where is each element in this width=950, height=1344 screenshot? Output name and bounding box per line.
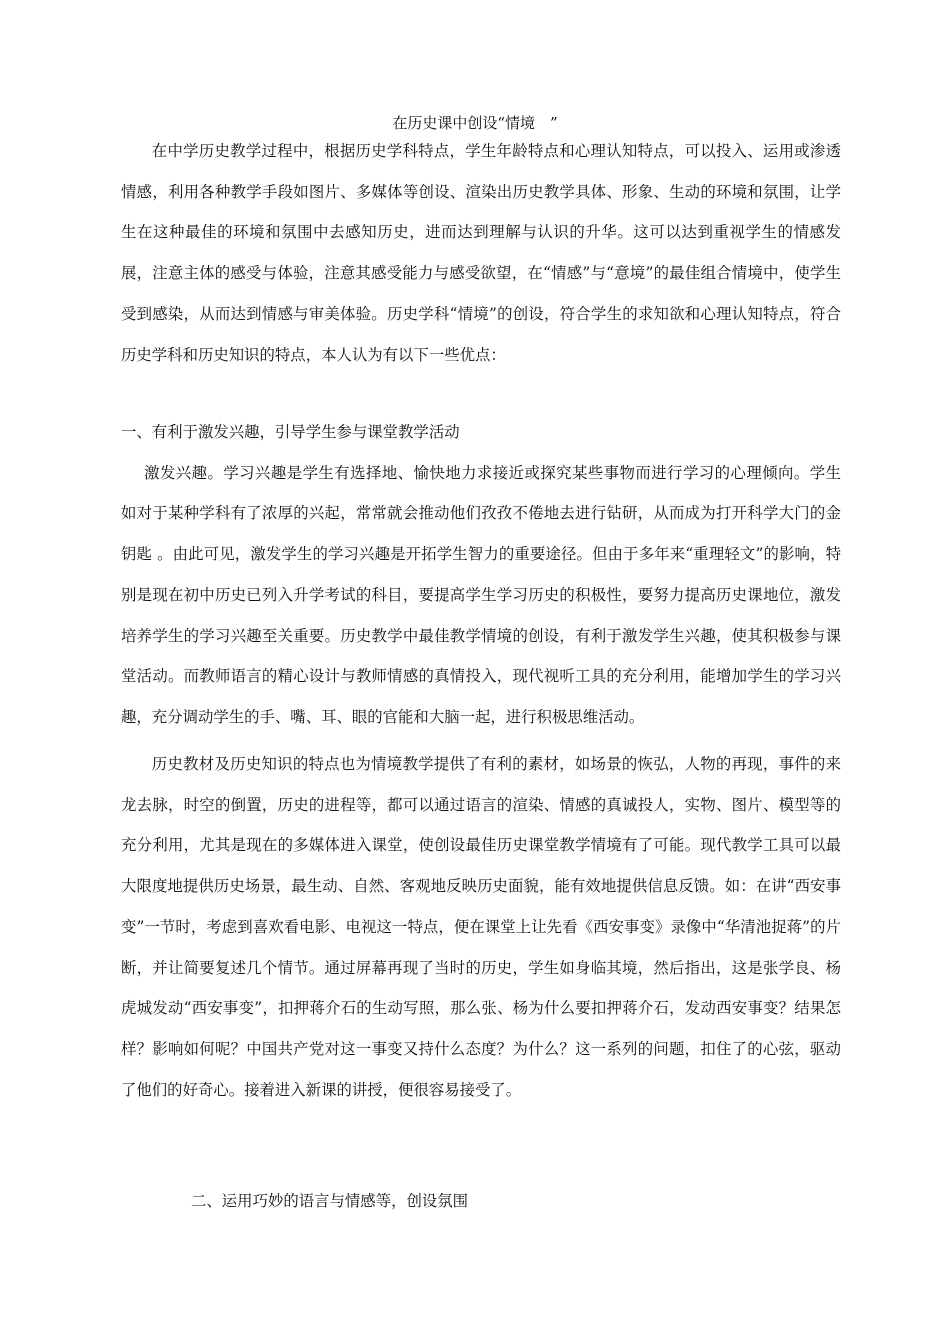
intro-block: [121, 131, 841, 375]
section-1-heading: 一、有利于激发兴趣，引导学生参与课堂教学活动: [121, 423, 460, 441]
section-1-paragraph-2: 历史教材及历史知识的特点也为情境教学提供了有利的素材，如场景的恢弘，人物的再现，事件的来龙去脉，时空的倒置，历史的进程等，都可以通过语言的渲染、情感的真诚投人，实物、图片、模型等的充分利用，尤其是现在的多媒体进入课堂，使创设最佳历史课堂教学情境有了可能。现代教学工具可以最大限度地提供历史场景，最生动、自然、客观地反映历史面貌，能有效地提供信息反馈。如：在讲“西安事变”一节时，考虑到喜欢看电影、电视这一特点，便在课堂上让先看《西安事变》录像中“华清池捉蒋”的片断，并让简要复述几个情节。通过屏幕再现了当时的历史，学生如身临其境，然后指出，这是张学良、杨虎城发动“西安事变”，扣押蒋介石的生动写照，那么张、杨为什么要扣押蒋介石，发动西安事变？结果怎样？影响如何呢？中国共产党对这一事变又持什么态度？为什么？这一系列的问题，扣住了的心弦，驱动了他们的好奇心。接着进入新课的讲授，便很容易接受了。: [121, 755, 841, 1099]
intro-paragraph: 在中学历史教学过程中，根据历史学科特点，学生年龄特点和心理认知特点，可以投入、运用或渗透情感，利用各种教学手段如图片、多媒体等创设、渲染出历史教学具体、形象、生动的环境和氛围，让学生在这种最佳的环境和氛围中去感知历史，进而达到理解与认识的升华。这可以达到重视学生的情感发展，注意主体的感受与体验，注意其感受能力与感受欲望，在“情感”与“意境”的最佳组合情境中，使学生受到感染，从而达到情感与审美体验。历史学科“情境”的创设，符合学生的求知欲和心理认知特点，符合历史学科和历史知识的特点，本人认为有以下一些优点：: [121, 142, 841, 364]
section-1-block: [121, 412, 841, 738]
section-1-block-2: [121, 744, 841, 1110]
document-title: 在历史课中创设“情境 ”: [392, 114, 558, 132]
section-1-paragraph-1: 激发兴趣。学习兴趣是学生有选择地、愉快地力求接近或探究某些事物而进行学习的心理倾向。学生 如对于某种学科有了浓厚的兴起，常常就会推动他们孜孜不倦地去进行钻研，从而成为打开科学大门的金钥匙 。由此可见，激发学生的学习兴趣是开拓学生智力的重要途径。但由于多年来“重理轻文”的影响，特别是现在初中历史已列入升学考试的科目，要提高学生学习历史的积极性，要努力提高历史课地位，激发培养学生的学习兴趣至关重要。历史教学中最佳教学情境的创设，有利于激发学生兴趣，使其积极参与课堂活动。而教师语言的精心设计与教师情感的真情投入，现代视听工具的充分利用，能增加学生的学习兴趣，充分调动学生的手、嘴、耳、眼的官能和大脑一起，进行积极思维活动。: [121, 463, 841, 726]
section-2-heading: 二、运用巧妙的语言与情感等，创设氛围: [191, 1192, 469, 1210]
